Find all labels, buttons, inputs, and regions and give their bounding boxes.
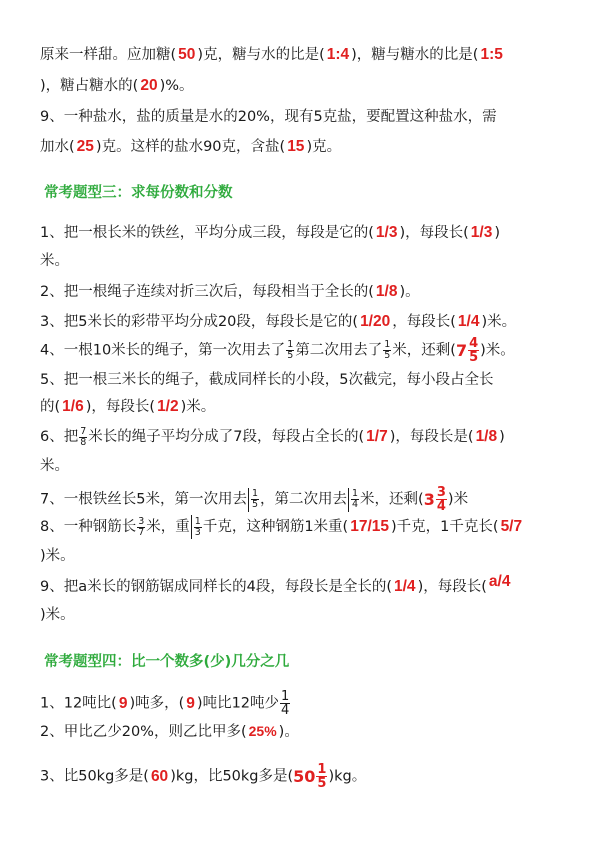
text-line: 原来一样甜。应加糖( 50 )克，糖与水的比是( 1:4 )，糖与糖水的比是( 1:5 — [40, 44, 505, 66]
question-line: )米。 — [40, 548, 75, 564]
section-heading: 常考题型三：求每份数和分数 — [44, 185, 233, 201]
answer: 1/6 — [62, 398, 84, 415]
section-heading: 常考题型四：比一个数多(少)几分之几 — [44, 654, 290, 670]
question-line: 米。 — [40, 253, 69, 269]
question-line: 2、甲比乙少20%，则乙比甲多( 25% )。 — [40, 720, 299, 743]
question-line: 2、把一根绳子连续对折三次后，每段相当于全长的( 1/8 )。 — [40, 281, 420, 303]
answer: 1:4 — [326, 46, 350, 63]
answer: 17/15 — [350, 518, 390, 535]
answer: 15 — [287, 138, 305, 155]
answer: 1/3 — [470, 224, 493, 241]
question-line: 3、把5米长的彩带平均分成20段，每段长是它的( 1/20 ，每段长( 1/4 )米。 — [40, 311, 516, 333]
question-line: )米。 — [40, 607, 75, 623]
text-line: )，糖占糖水的( 20 )%。 — [40, 75, 194, 97]
answer: 50 — [178, 46, 196, 63]
answer: 60 — [150, 767, 169, 785]
question-line: 5、把一根三米长的绳子，截成同样长的小段，5次截完，每小段占全长 — [40, 372, 494, 388]
answer: 5/7 — [500, 518, 523, 535]
fraction: $\frac{1}{5}$ — [251, 488, 258, 510]
answer: 25% — [248, 723, 277, 739]
answer: 1/2 — [157, 398, 179, 415]
answer: 9 — [186, 694, 195, 712]
answer: 25 — [76, 138, 94, 155]
fraction: $\frac{3}{7}$ — [138, 515, 145, 538]
answer: 1:5 — [480, 46, 503, 63]
answer-mixed-number: 7 $\frac{4}{5}$ — [455, 336, 479, 365]
answer: 1/7 — [366, 428, 388, 445]
question-line: 3、比50kg多是( 60 )kg，比50kg多是( 50 $\frac{1}{5}$ )kg。 — [40, 762, 367, 791]
question-line: 8、一种钢筋长 $\frac{3}{7}$ 米，重 $\frac{1}{3}$ 千克，这种钢筋1米重( 17/15 )千克，1千克长( 5/7 — [40, 515, 523, 538]
question-line: 1、把一根长米的铁丝，平均分成三段，每段是它的( 1/3 )，每段长( 1/3 ) — [40, 222, 500, 244]
question-line: 7、一根铁丝长5米，第一次用去 $\frac{1}{5}$ ，第二次用去 $\frac{1}{4}$ 米，还剩( 3 $\frac{3}{4}$ )米 — [40, 485, 469, 514]
answer: 1/4 — [457, 313, 480, 330]
question-line: 1、12吨比( 9 )吨多，( 9 )吨比12吨少 $\frac{1}{4}$ — [40, 689, 290, 718]
fraction: $\frac{1}{3}$ — [194, 515, 201, 538]
question-line: 的( 1/6 )，每段长( 1/2 )米。 — [40, 396, 215, 418]
question-line: 6、把 $\frac{7}{8}$ 米长的绳子平均分成了7段，每段占全长的( 1/7 )，每段长是( 1/8 ) — [40, 425, 505, 448]
answer: 20 — [140, 77, 158, 94]
fraction: $\frac{7}{8}$ — [80, 425, 87, 448]
text-line: 9、一种盐水，盐的质量是水的20%，现有5克盐，要配置这种盐水，需 — [40, 109, 497, 125]
answer: 1/3 — [375, 224, 398, 241]
answer: 9 — [118, 694, 128, 712]
answer: 1/8 — [375, 283, 398, 300]
answer-mixed-number: 3 $\frac{3}{4}$ — [423, 485, 446, 514]
answer: 1/4 — [394, 578, 416, 595]
question-line: 米。 — [40, 458, 69, 474]
question-line: 9、把a米长的钢筋锯成同样长的4段，每段长是全长的( 1/4 )，每段长( a/4 — [40, 576, 512, 598]
answer: 1/8 — [475, 428, 498, 445]
fraction: $\frac{1}{5}$ — [384, 339, 391, 361]
answer-mixed-number: 50 $\frac{1}{5}$ — [293, 762, 327, 791]
fraction: $\frac{1}{4}$ — [352, 488, 359, 510]
answer: a/4 — [488, 573, 511, 590]
fraction: $\frac{1}{4}$ — [281, 689, 290, 718]
text-line: 加水( 25 )克。这样的盐水90克，含盐( 15 )克。 — [40, 136, 341, 158]
question-line: 4、一根10米长的绳子，第一次用去了 $\frac{1}{5}$ 第二次用去了 $\frac{1}{5}$ 米，还剩( 7 $\frac{4}{5}$ )米。 — [40, 336, 515, 365]
answer: 1/20 — [360, 313, 391, 330]
fraction: $\frac{1}{5}$ — [287, 339, 294, 361]
